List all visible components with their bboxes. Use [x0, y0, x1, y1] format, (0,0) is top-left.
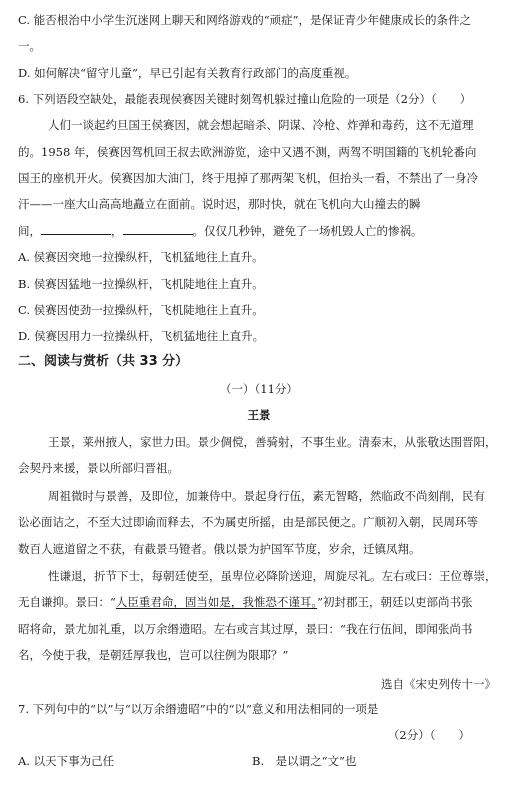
q6-option-a: A. 侯赛因突地一拉操纵杆，飞机猛地往上直升。 — [18, 250, 264, 264]
q7-option-a: A. 以天下事为己任 — [18, 754, 115, 768]
q6-passage-line: 人们一谈起约旦国王侯赛因，就会想起暗杀、阴谋、冷枪、炸弹和毒药，这不无道理 — [48, 118, 474, 132]
answer-blank-1[interactable] — [41, 223, 111, 235]
q7-option-b: B. 是以谓之“文”也 — [252, 754, 357, 768]
q5-option-c-line1: C. 能否根治中小学生沉迷网上聊天和网络游戏的“顽症”，是保证青少年健康成长的条件之 — [18, 13, 471, 27]
q6-stem: 6. 下列语段空缺处，最能表现侯赛因关键时刻驾机躲过撞山危险的一项是（2分）（ ） — [18, 92, 472, 106]
q6-passage-line-blanks — [18, 223, 500, 239]
q6-passage-line: 的。1958 年，侯赛因驾机回王叔去欧洲游览，途中又遇不测，两驾不明国籍的飞机轮番向 — [18, 145, 477, 159]
q7-score: （2分）（ ） — [387, 728, 470, 742]
q6-text: 间， — [18, 224, 41, 238]
passage-text: ”初封郡王，朝廷以吏部尚书张 — [317, 595, 473, 609]
passage-line: 讼必面诘之，不至大过即谕而释去，不为属吏所摇，由是部民便之。广顺初入朝，民周环等 — [18, 515, 478, 529]
q6-passage-line: 国王的座机开火。侯赛因加大油门，终于甩掉了那两架飞机，但抬头一看，不禁出了一身冷 — [18, 171, 478, 185]
q6-option-c: C. 侯赛因使劲一拉操纵杆，飞机陡地往上直升。 — [18, 303, 264, 317]
passage-source: 选自《宋史列传十一》 — [381, 677, 496, 691]
passage-line: 周祖微时与景善，及即位，加兼侍中。景起身行伍，素无智略，然临政不尚刻削，民有 — [48, 489, 485, 503]
passage-text: “ — [110, 595, 116, 609]
part-label: （一）（11分） — [220, 382, 298, 396]
q6-option-b: B. 侯赛因猛地一拉操纵杆，飞机陡地往上直升。 — [18, 277, 264, 291]
q7-stem: 7. 下列句中的“以”与“以万余缗遗昭”中的“以”意义和用法相同的一项是 — [18, 702, 379, 716]
passage-title: 王景 — [247, 408, 271, 422]
q6-passage-line: 汗——一座大山高高地矗立在面前。说时迟，那时快，就在飞机向大山撞去的瞬 — [18, 197, 421, 211]
passage-line: 昭将命，景尤加礼重，以万余缗遗昭。左右或言其过厚，景曰：“我在行伍间，即闻张尚书 — [18, 622, 473, 636]
passage-line-underlined — [18, 594, 500, 610]
passage-line: 性谦退，折节下士，每朝廷使至，虽卑位必降阶送迎，周旋尽礼。左右或曰：王位尊崇， — [48, 569, 497, 583]
passage-line: 王景，莱州掖人，家世力田。景少倜傥，善骑射，不事生业。清泰末，从张敬达围晋阳， — [48, 435, 497, 449]
passage-line: 名，今使于我，是朝廷厚我也，岂可以往例为限耶？” — [18, 648, 289, 662]
q6-text: 。仅仅几秒钟，避免了一场机毁人亡的惨祸。 — [192, 224, 423, 238]
q5-option-d: D. 如何解决“留守儿童”，早已引起有关教育行政部门的高度重视。 — [18, 66, 357, 80]
passage-line: 数百人遮道留之不获，有截景马镫者。俄以景为护国军节度，岁余，迁镇凤翔。 — [18, 542, 421, 556]
passage-line: 会契丹来援，景以所部归晋祖。 — [18, 461, 179, 475]
q5-option-c-line2: 一。 — [18, 39, 41, 53]
q6-text: ， — [111, 224, 123, 238]
section-heading: 二、阅读与赏析（共 33 分） — [18, 354, 189, 369]
underlined-quote: 人臣重君命，固当如是，我惟恐不谨耳。 — [115, 595, 318, 609]
q6-option-d: D. 侯赛因用力一拉操纵杆，飞机猛地往上直升。 — [18, 329, 265, 343]
answer-blank-2[interactable] — [123, 223, 193, 235]
passage-text: 无自谦抑。景曰： — [18, 595, 110, 609]
